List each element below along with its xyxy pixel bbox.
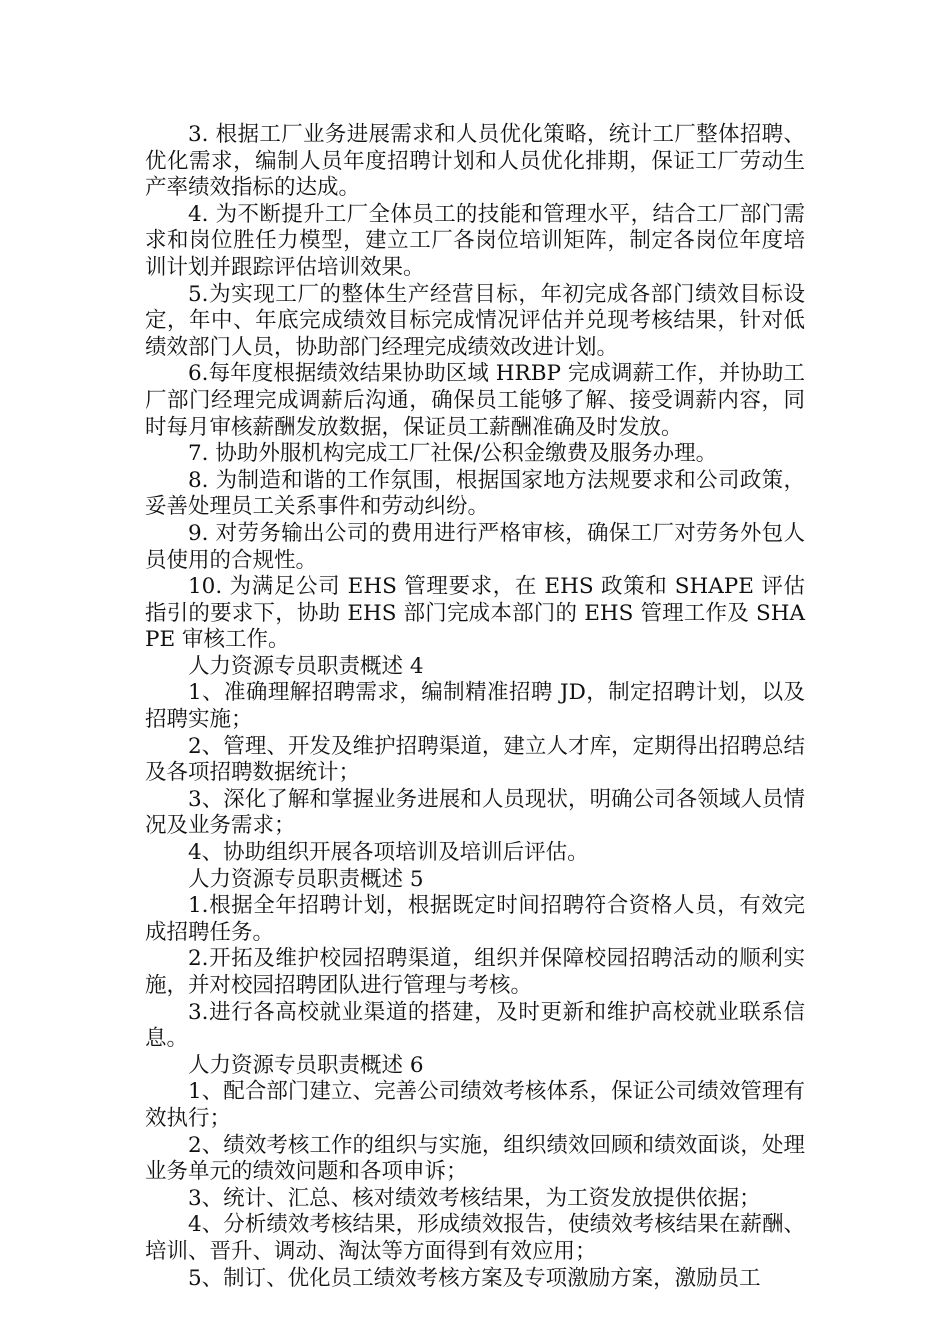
section6-item-1: 1、配合部门建立、完善公司绩效考核体系，保证公司绩效管理有效执行； — [145, 1079, 805, 1131]
section-heading-4: 人力资源专员职责概述 4 — [188, 653, 424, 679]
section5-item-2: 2.开拓及维护校园招聘渠道，组织并保障校园招聘活动的顺利实施，并对校园招聘团队进行管理与考核。 — [145, 946, 805, 998]
section-heading-5: 人力资源专员职责概述 5 — [188, 866, 424, 892]
section5-item-1: 1.根据全年招聘计划，根据既定时间招聘符合资格人员，有效完成招聘任务。 — [145, 893, 805, 945]
section6-item-3: 3、统计、汇总、核对绩效考核结果，为工资发放提供依据； — [188, 1185, 761, 1211]
paragraph-item-4: 4. 为不断提升工厂全体员工的技能和管理水平，结合工厂部门需求和岗位胜任力模型，建立工厂各岗位培训矩阵，制定各岗位年度培训计划并跟踪评估培训效果。 — [145, 201, 805, 280]
section6-item-5: 5、制订、优化员工绩效考核方案及专项激励方案，激励员工 — [188, 1265, 761, 1291]
section5-item-3: 3.进行各高校就业渠道的搭建，及时更新和维护高校就业联系信息。 — [145, 999, 805, 1052]
section4-item-1: 1、准确理解招聘需求，编制精准招聘 JD，制定招聘计划，以及招聘实施； — [145, 680, 805, 733]
section4-item-4: 4、协助组织开展各项培训及培训后评估。 — [188, 840, 589, 866]
document-page — [145, 122, 805, 1292]
paragraph-item-5: 5.为实现工厂的整体生产经营目标，年初完成各部门绩效目标设定，年中、年底完成绩效目标完成情况评估并兑现考核结果，针对低绩效部门人员，协助部门经理完成绩效改进计划。 — [145, 281, 805, 360]
paragraph-item-7: 7. 协助外服机构完成工厂社保/公积金缴费及服务办理。 — [188, 441, 718, 467]
paragraph-item-6: 6.每年度根据绩效结果协助区域 HRBP 完成调薪工作，并协助工厂部门经理完成调薪后沟通，确保员工能够了解、接受调薪内容，同时每月审核薪酬发放数据，保证员工薪酬准确及时发放。 — [145, 361, 805, 440]
section4-item-3: 3、深化了解和掌握业务进展和人员现状，明确公司各领域人员情况及业务需求； — [145, 786, 805, 839]
section6-item-4: 4、分析绩效考核结果，形成绩效报告，使绩效考核结果在薪酬、培训、晋升、调动、淘汰等方面得到有效应用； — [145, 1212, 805, 1264]
paragraph-item-9: 9. 对劳务输出公司的费用进行严格审核，确保工厂对劳务外包人员使用的合规性。 — [145, 520, 805, 573]
section4-item-2: 2、管理、开发及维护招聘渠道，建立人才库，定期得出招聘总结及各项招聘数据统计； — [145, 733, 805, 786]
paragraph-item-3: 3. 根据工厂业务进展需求和人员优化策略，统计工厂整体招聘、优化需求，编制人员年度招聘计划和人员优化排期，保证工厂劳动生产率绩效指标的达成。 — [145, 122, 805, 201]
paragraph-item-10: 10. 为满足公司 EHS 管理要求，在 EHS 政策和 SHAPE 评估指引的要求下，协助 EHS 部门完成本部门的 EHS 管理工作及 SHAPE 审核工作。 — [145, 574, 805, 653]
section-heading-6: 人力资源专员职责概述 6 — [188, 1052, 424, 1078]
section6-item-2: 2、绩效考核工作的组织与实施，组织绩效回顾和绩效面谈，处理业务单元的绩效问题和各项申诉； — [145, 1132, 805, 1185]
paragraph-item-8: 8. 为制造和谐的工作氛围，根据国家地方法规要求和公司政策，妥善处理员工关系事件和劳动纠纷。 — [145, 467, 805, 520]
